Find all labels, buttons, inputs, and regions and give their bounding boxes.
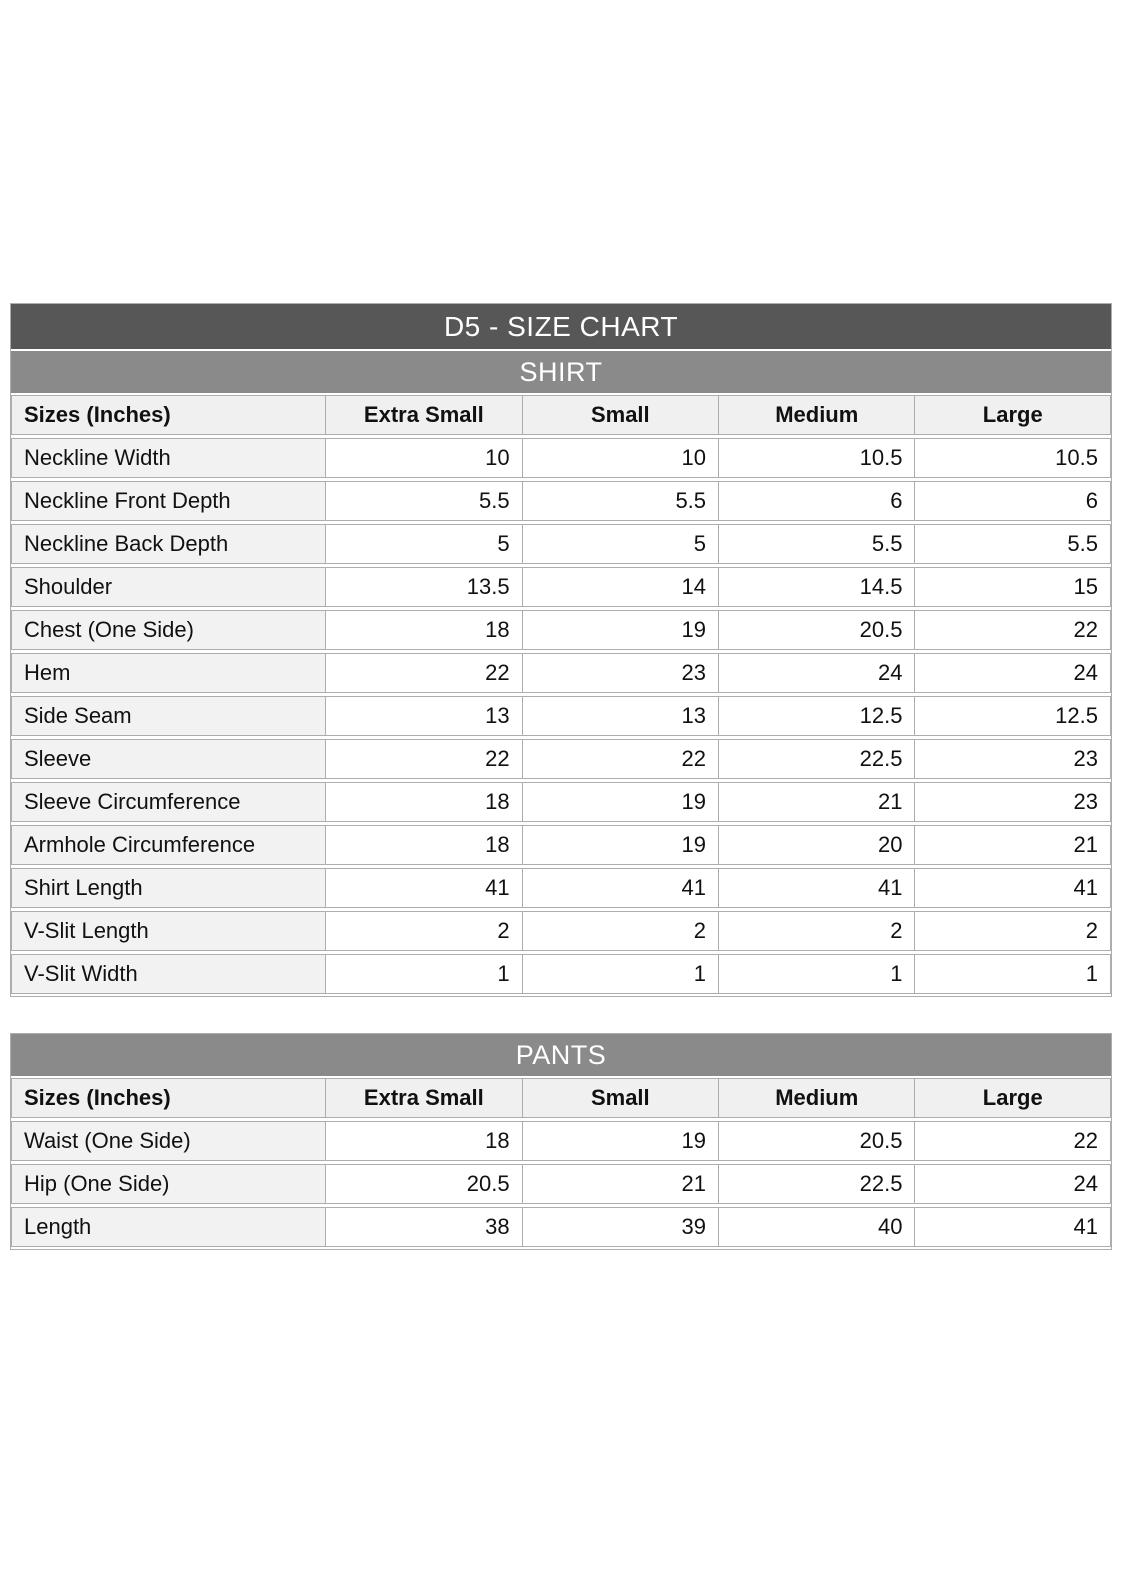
value-cell: 2 bbox=[914, 911, 1111, 951]
value-cell: 20.5 bbox=[718, 610, 914, 650]
row-label: Neckline Front Depth bbox=[11, 481, 325, 521]
table-row bbox=[11, 911, 1111, 951]
value-cell: 23 bbox=[522, 653, 718, 693]
value-cell: 1 bbox=[718, 954, 914, 994]
table-row bbox=[11, 782, 1111, 822]
value-cell: 21 bbox=[718, 782, 914, 822]
value-cell: 5.5 bbox=[325, 481, 521, 521]
table-row bbox=[11, 1121, 1111, 1161]
table-row bbox=[11, 610, 1111, 650]
row-label: Shirt Length bbox=[11, 868, 325, 908]
table-row bbox=[11, 481, 1111, 521]
table-row bbox=[11, 954, 1111, 994]
column-header: Large bbox=[914, 395, 1111, 435]
pants-size-table bbox=[11, 1075, 1111, 1250]
shirt-section-band: SHIRT bbox=[11, 351, 1111, 393]
table-row bbox=[11, 1164, 1111, 1204]
value-cell: 1 bbox=[522, 954, 718, 994]
value-cell: 24 bbox=[914, 653, 1111, 693]
shirt-table-body bbox=[11, 438, 1111, 994]
value-cell: 24 bbox=[914, 1164, 1111, 1204]
row-label: Sleeve bbox=[11, 739, 325, 779]
value-cell: 13 bbox=[522, 696, 718, 736]
value-cell: 13.5 bbox=[325, 567, 521, 607]
value-cell: 5 bbox=[522, 524, 718, 564]
table-row bbox=[11, 696, 1111, 736]
shirt-table-header bbox=[11, 395, 1111, 435]
column-header: Extra Small bbox=[325, 1078, 521, 1118]
value-cell: 1 bbox=[914, 954, 1111, 994]
row-label: Chest (One Side) bbox=[11, 610, 325, 650]
value-cell: 40 bbox=[718, 1207, 914, 1247]
value-cell: 20.5 bbox=[325, 1164, 521, 1204]
table-row bbox=[11, 1207, 1111, 1247]
pants-table-body bbox=[11, 1121, 1111, 1247]
value-cell: 2 bbox=[325, 911, 521, 951]
shirt-size-table-block bbox=[10, 303, 1112, 997]
value-cell: 38 bbox=[325, 1207, 521, 1247]
value-cell: 21 bbox=[914, 825, 1111, 865]
value-cell: 24 bbox=[718, 653, 914, 693]
table-row bbox=[11, 653, 1111, 693]
value-cell: 22 bbox=[522, 739, 718, 779]
table-row bbox=[11, 739, 1111, 779]
value-cell: 10 bbox=[325, 438, 521, 478]
value-cell: 14.5 bbox=[718, 567, 914, 607]
column-header: Medium bbox=[718, 395, 914, 435]
value-cell: 22.5 bbox=[718, 739, 914, 779]
column-header: Medium bbox=[718, 1078, 914, 1118]
value-cell: 22 bbox=[325, 653, 521, 693]
value-cell: 15 bbox=[914, 567, 1111, 607]
column-header: Sizes (Inches) bbox=[11, 395, 325, 435]
value-cell: 21 bbox=[522, 1164, 718, 1204]
value-cell: 22 bbox=[914, 1121, 1111, 1161]
value-cell: 41 bbox=[718, 868, 914, 908]
value-cell: 5.5 bbox=[718, 524, 914, 564]
value-cell: 18 bbox=[325, 825, 521, 865]
value-cell: 1 bbox=[325, 954, 521, 994]
table-row bbox=[11, 524, 1111, 564]
value-cell: 19 bbox=[522, 825, 718, 865]
value-cell: 14 bbox=[522, 567, 718, 607]
row-label: Sleeve Circumference bbox=[11, 782, 325, 822]
value-cell: 2 bbox=[522, 911, 718, 951]
value-cell: 41 bbox=[914, 868, 1111, 908]
value-cell: 19 bbox=[522, 782, 718, 822]
value-cell: 20.5 bbox=[718, 1121, 914, 1161]
row-label: V-Slit Length bbox=[11, 911, 325, 951]
column-header: Large bbox=[914, 1078, 1111, 1118]
value-cell: 41 bbox=[522, 868, 718, 908]
value-cell: 22 bbox=[914, 610, 1111, 650]
row-label: V-Slit Width bbox=[11, 954, 325, 994]
column-header: Sizes (Inches) bbox=[11, 1078, 325, 1118]
size-chart bbox=[10, 303, 1112, 1286]
row-label: Waist (One Side) bbox=[11, 1121, 325, 1161]
row-label: Armhole Circumference bbox=[11, 825, 325, 865]
value-cell: 41 bbox=[914, 1207, 1111, 1247]
header-row bbox=[11, 395, 1111, 435]
table-row bbox=[11, 868, 1111, 908]
row-label: Side Seam bbox=[11, 696, 325, 736]
column-header: Small bbox=[522, 395, 718, 435]
column-header: Extra Small bbox=[325, 395, 521, 435]
row-label: Hem bbox=[11, 653, 325, 693]
value-cell: 22 bbox=[325, 739, 521, 779]
value-cell: 18 bbox=[325, 1121, 521, 1161]
value-cell: 23 bbox=[914, 739, 1111, 779]
value-cell: 13 bbox=[325, 696, 521, 736]
value-cell: 10 bbox=[522, 438, 718, 478]
table-row bbox=[11, 438, 1111, 478]
pants-section-band: PANTS bbox=[11, 1034, 1111, 1076]
value-cell: 12.5 bbox=[914, 696, 1111, 736]
column-header: Small bbox=[522, 1078, 718, 1118]
table-row bbox=[11, 825, 1111, 865]
row-label: Length bbox=[11, 1207, 325, 1247]
value-cell: 20 bbox=[718, 825, 914, 865]
value-cell: 23 bbox=[914, 782, 1111, 822]
table-row bbox=[11, 567, 1111, 607]
row-label: Neckline Width bbox=[11, 438, 325, 478]
row-label: Hip (One Side) bbox=[11, 1164, 325, 1204]
value-cell: 12.5 bbox=[718, 696, 914, 736]
value-cell: 10.5 bbox=[718, 438, 914, 478]
value-cell: 19 bbox=[522, 1121, 718, 1161]
value-cell: 39 bbox=[522, 1207, 718, 1247]
shirt-size-table bbox=[11, 392, 1111, 997]
value-cell: 41 bbox=[325, 868, 521, 908]
row-label: Neckline Back Depth bbox=[11, 524, 325, 564]
value-cell: 5.5 bbox=[522, 481, 718, 521]
value-cell: 19 bbox=[522, 610, 718, 650]
value-cell: 18 bbox=[325, 610, 521, 650]
value-cell: 6 bbox=[718, 481, 914, 521]
value-cell: 22.5 bbox=[718, 1164, 914, 1204]
value-cell: 2 bbox=[718, 911, 914, 951]
value-cell: 10.5 bbox=[914, 438, 1111, 478]
chart-title-band: D5 - SIZE CHART bbox=[11, 304, 1111, 349]
value-cell: 5.5 bbox=[914, 524, 1111, 564]
pants-table-header bbox=[11, 1078, 1111, 1118]
header-row bbox=[11, 1078, 1111, 1118]
value-cell: 6 bbox=[914, 481, 1111, 521]
value-cell: 5 bbox=[325, 524, 521, 564]
pants-size-table-block bbox=[10, 1033, 1112, 1250]
row-label: Shoulder bbox=[11, 567, 325, 607]
value-cell: 18 bbox=[325, 782, 521, 822]
